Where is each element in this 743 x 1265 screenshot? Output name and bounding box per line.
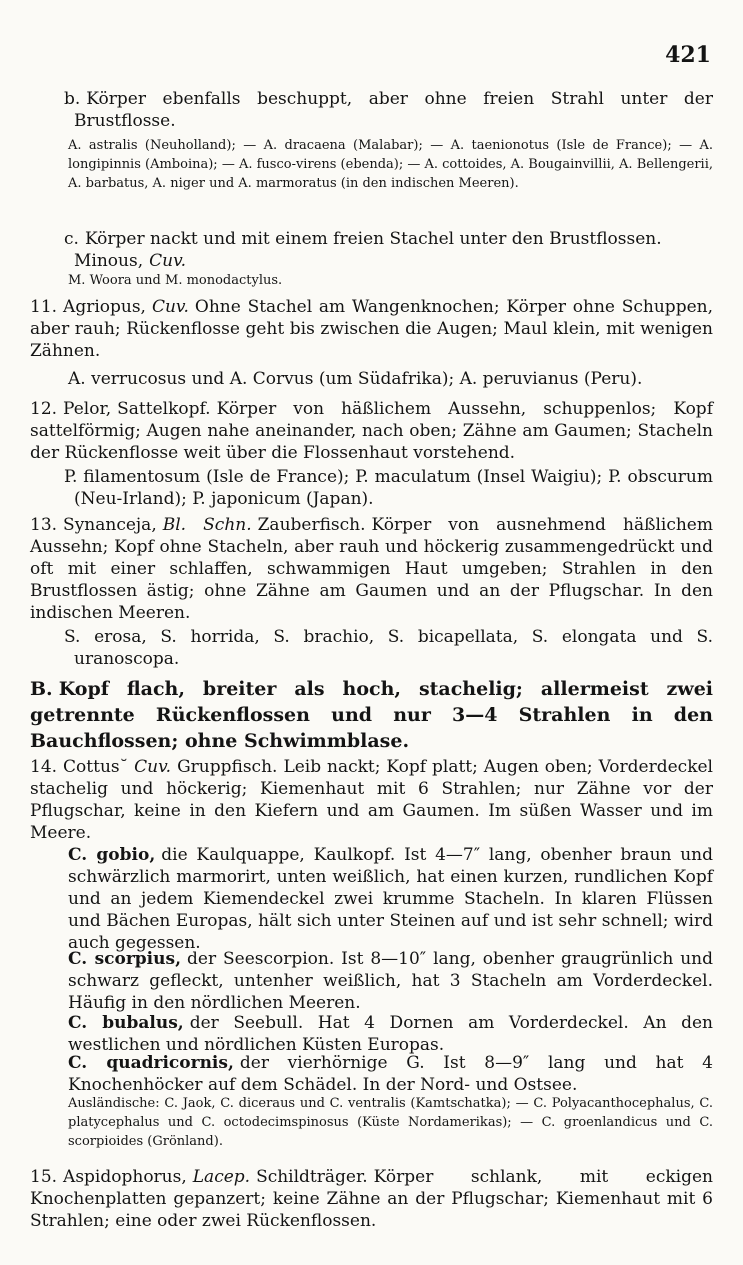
genus-name: Synanceja,	[63, 515, 157, 535]
entry-number: 11.	[30, 297, 58, 317]
species-description: der Seescorpion. Ist 8—10″ lang, obenher graugrünlich und schwarz gefleckt, untenher weißlich, hat 3 Stacheln am Vorderdeckel. Häufig in den nördlichen Meeren.	[68, 949, 714, 1013]
species-description: die Kaulquappe, Kaulkopf. Ist 4—7″ lang, obenher braun und schwärzlich marmorirt, unten weißlich, hat einen kurzen, rundlichen Kopf und an jedem Kiemendeckel zwei krumme Stacheln. In klaren Flüssen und Bächen Europas, hält sich unter Steinen auf und ist sehr schnell; wird auch gegessen.	[68, 845, 713, 953]
species-list-11: A. verrucosus und A. Corvus (um Südafrika); A. peruvianus (Peru).	[68, 369, 643, 389]
genus-name: Cottus˘	[63, 757, 129, 777]
entry-number: 15.	[30, 1167, 58, 1187]
genus-author: Cuv.	[134, 757, 172, 777]
genus-name: Minous,	[74, 251, 144, 271]
species-entry	[30, 1012, 713, 1056]
subsection-description: Körper ebenfalls beschuppt, aber ohne freien Strahl unter der Brustflosse.	[74, 89, 713, 131]
species-name: C. gobio,	[68, 845, 156, 865]
species-entry	[30, 844, 713, 954]
common-name: Gruppfisch.	[177, 757, 278, 777]
genus-description: Leib nackt; Kopf platt; Augen oben; Vorderdeckel stachelig und höckerig; Kiemenhaut mit 6 Strahlen; nur Zähne vor der Pflugschar, keine in den Kiefern und am Gaumen. Im süßen Wasser und im Meere.	[30, 757, 713, 843]
common-name: Schildträger.	[256, 1167, 368, 1187]
genus-entry-11	[30, 296, 713, 362]
subsection-c	[30, 228, 713, 272]
genus-entry-13	[30, 514, 713, 624]
genus-description: Ohne Stachel am Wangenknochen; Körper ohne Schuppen, aber rauh; Rückenflosse geht bis zwischen die Augen; Maul klein, mit wenigen Zähnen.	[30, 297, 713, 361]
genus-entry-15	[30, 1166, 713, 1232]
species-list-b: A. astralis (Neuholland); — A. dracaena (Malabar); — A. taenionotus (Isle de France); — A. longipinnis (Amboina); — A. fusco-virens (ebenda); — A. cottoides, A. Bougainvillii, A. Bellengerii, A. barbatus, A. niger und A. marmoratus (in den indischen Meeren).	[68, 138, 713, 191]
subsection-b	[30, 88, 713, 132]
species-list-c: M. Woora und M. monodactylus.	[68, 273, 283, 288]
genus-author: Lacep.	[192, 1167, 251, 1187]
species-name: C. scorpius,	[68, 949, 181, 969]
genus-author: Cuv.	[151, 297, 189, 317]
common-name: Sattelkopf.	[117, 399, 211, 419]
common-name: Zauberfisch.	[257, 515, 366, 535]
genus-name: Agriopus,	[63, 297, 146, 317]
entry-number: 13.	[30, 515, 58, 535]
genus-name: Pelor,	[63, 399, 112, 419]
species-list-12: P. filamentosum (Isle de France); P. maculatum (Insel Waigiu); P. obscurum (Neu-Irland); P. japonicum (Japan).	[64, 467, 713, 509]
foreign-species-list: Ausländische: C. Jaok, C. diceraus und C. ventralis (Kamtschatka); — C. Polyacanthocephalus, C. platycephalus und C. octodecimspinosus (Küste Nordamerikas); — C. groenlandicus und C. scorpioides (Grönland).	[68, 1096, 713, 1149]
genus-description: Körper von häßlichem Aussehn, schuppenlos; Kopf sattelförmig; Augen nahe aneinander, nach oben; Zähne am Gaumen; Stacheln der Rückenflosse weit über die Flossenhaut vorstehend.	[30, 399, 713, 463]
species-description: der Seebull. Hat 4 Dornen am Vorderdeckel. An den westlichen und nördlichen Küsten Europas.	[68, 1013, 713, 1055]
genus-description: Körper von ausnehmend häßlichem Aussehn; Kopf ohne Stacheln, aber rauh und höckerig zusammengedrückt und oft mit einer schlaffen, schwammigen Haut umgeben; Strahlen in den Brustflossen ästig; ohne Zähne am Gaumen und an der Pflugschar. In den indischen Meeren.	[30, 515, 713, 623]
species-name: C. quadricornis,	[68, 1053, 234, 1073]
subsection-label: b.	[64, 89, 81, 109]
species-list-13: S. erosa, S. horrida, S. brachio, S. bicapellata, S. elongata und S. uranoscopa.	[64, 627, 713, 669]
species-description: der vierhörnige G. Ist 8—9″ lang und hat 4 Knochenhöcker auf dem Schädel. In der Nord- und Ostsee.	[68, 1053, 713, 1095]
entry-number: 12.	[30, 399, 58, 419]
genus-description: Körper schlank, mit eckigen Knochenplatten gepanzert; keine Zähne an der Pflugschar; Kiemenhaut mit 6 Strahlen; eine oder zwei Rückenflossen.	[30, 1167, 713, 1231]
genus-entry-12	[30, 398, 713, 464]
subsection-description: Körper nackt und mit einem freien Stachel unter den Brustflossen.	[84, 229, 662, 249]
species-name: C. bubalus,	[68, 1013, 184, 1033]
species-entry	[30, 948, 713, 1014]
section-description: Kopf flach, breiter als hoch, stachelig; allermeist zwei getrennte Rückenflossen und nur 3—4 Strahlen in den Bauchflossen; ohne Schwimmblase.	[30, 678, 713, 752]
subsection-label: c.	[64, 229, 79, 249]
genus-name: Aspidophorus,	[63, 1167, 187, 1187]
section-label: B.	[30, 678, 53, 700]
entry-number: 14.	[30, 757, 58, 777]
page-number: 421	[665, 42, 711, 68]
genus-entry-14	[30, 756, 713, 844]
genus-author: Cuv.	[149, 251, 187, 271]
genus-author: Bl. Schn.	[162, 515, 252, 535]
species-entry	[30, 1052, 713, 1096]
section-b	[30, 676, 713, 754]
